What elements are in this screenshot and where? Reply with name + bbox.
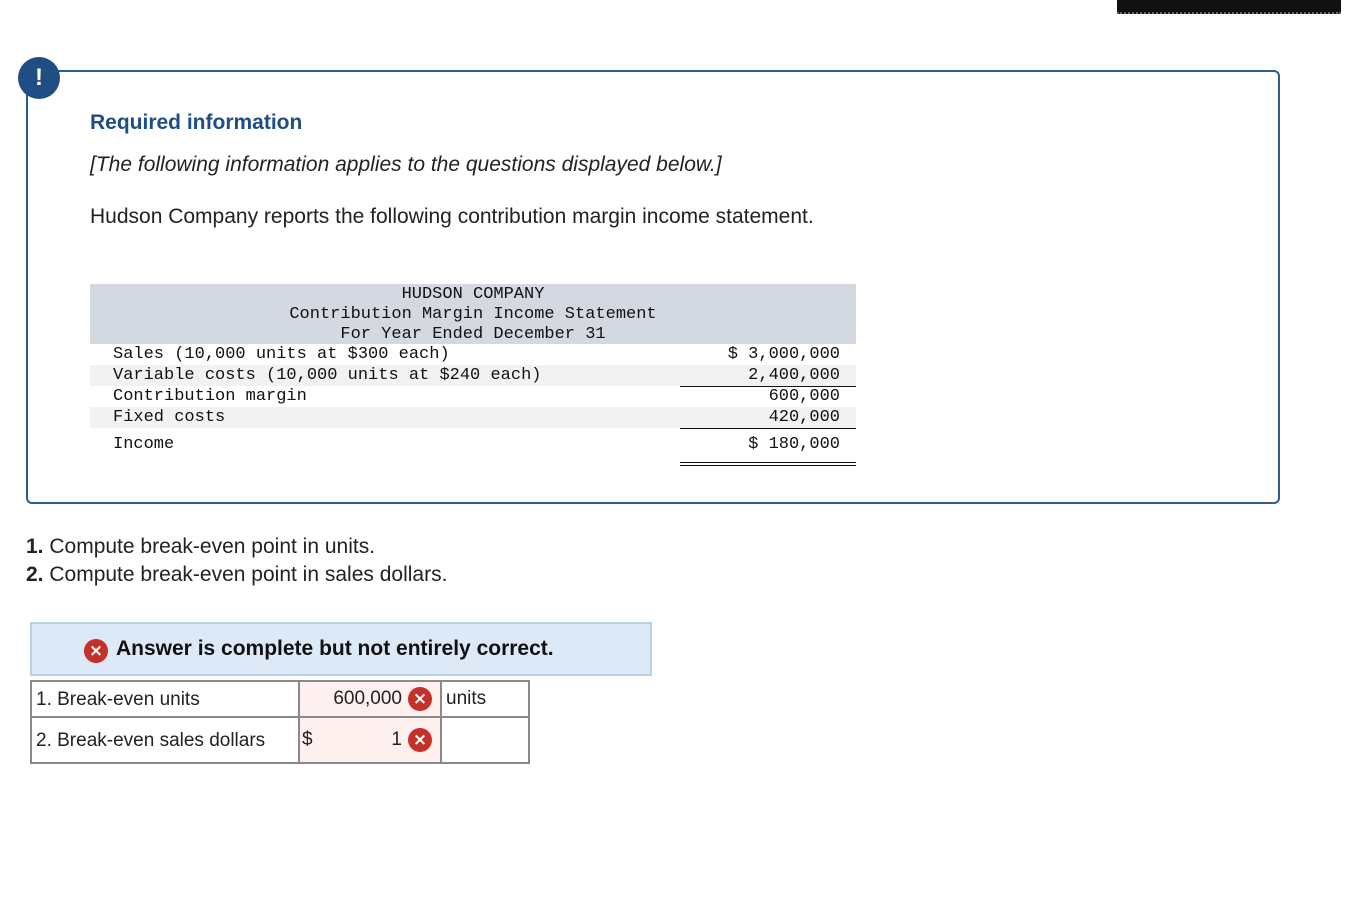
statement-row-fixed-costs — [90, 407, 856, 428]
top-toolbar-strip — [1117, 0, 1341, 14]
question-text: Compute break-even point in sales dollars. — [49, 563, 448, 586]
row-amount: $ 180,000 — [680, 428, 856, 466]
question-item — [26, 533, 447, 561]
row-label: Variable costs (10,000 units at $240 each) — [113, 366, 542, 385]
incorrect-x-icon: × — [408, 728, 432, 752]
statement-company: HUDSON COMPANY — [401, 285, 545, 304]
row-label: Contribution margin — [113, 387, 307, 406]
statement-header — [90, 284, 856, 344]
question-text: Compute break-even point in units. — [49, 535, 376, 558]
break-even-sales-input[interactable]: 1 — [391, 729, 402, 750]
row-label: Sales (10,000 units at $300 each) — [113, 345, 450, 364]
statement-row-contribution-margin — [90, 386, 856, 407]
answer-unit: units — [441, 681, 529, 717]
answer-label: 2. Break-even sales dollars — [31, 717, 299, 763]
row-label: Fixed costs — [113, 408, 226, 427]
answer-status-banner — [30, 622, 652, 676]
dollar-prefix: $ — [302, 729, 313, 750]
answer-row-break-even-units — [31, 681, 529, 717]
row-amount: 600,000 — [768, 387, 840, 406]
required-info-title: Required information — [90, 111, 303, 134]
statement-period: For Year Ended December 31 — [340, 325, 606, 344]
statement-title: Contribution Margin Income Statement — [289, 305, 657, 324]
statement-row-sales — [90, 344, 856, 365]
required-info-description: Hudson Company reports the following contribution margin income statement. — [90, 205, 814, 228]
answer-unit — [441, 717, 529, 763]
row-amount: 2,400,000 — [680, 365, 856, 387]
row-label: Income — [113, 435, 175, 454]
alert-icon: ! — [18, 57, 60, 99]
statement-row-income — [90, 428, 856, 456]
answer-input-cell[interactable] — [299, 717, 441, 763]
incorrect-x-icon: × — [408, 687, 432, 711]
answer-input-cell[interactable] — [299, 681, 441, 717]
question-list — [26, 533, 447, 589]
question-item — [26, 561, 447, 589]
row-amount: 420,000 — [680, 407, 856, 429]
required-info-note: [The following information applies to the questions displayed below.] — [90, 153, 722, 176]
answer-table — [30, 680, 530, 764]
question-number: 1. — [26, 535, 44, 558]
statement-row-variable-costs — [90, 365, 856, 386]
incorrect-x-icon: × — [84, 639, 108, 663]
row-amount: $ 3,000,000 — [727, 345, 840, 364]
question-number: 2. — [26, 563, 44, 586]
answer-label: 1. Break-even units — [31, 681, 299, 717]
break-even-units-input[interactable]: 600,000 — [333, 688, 402, 709]
answer-row-break-even-sales — [31, 717, 529, 763]
income-statement — [90, 284, 856, 456]
answer-status-message: Answer is complete but not entirely correct. — [116, 637, 554, 660]
